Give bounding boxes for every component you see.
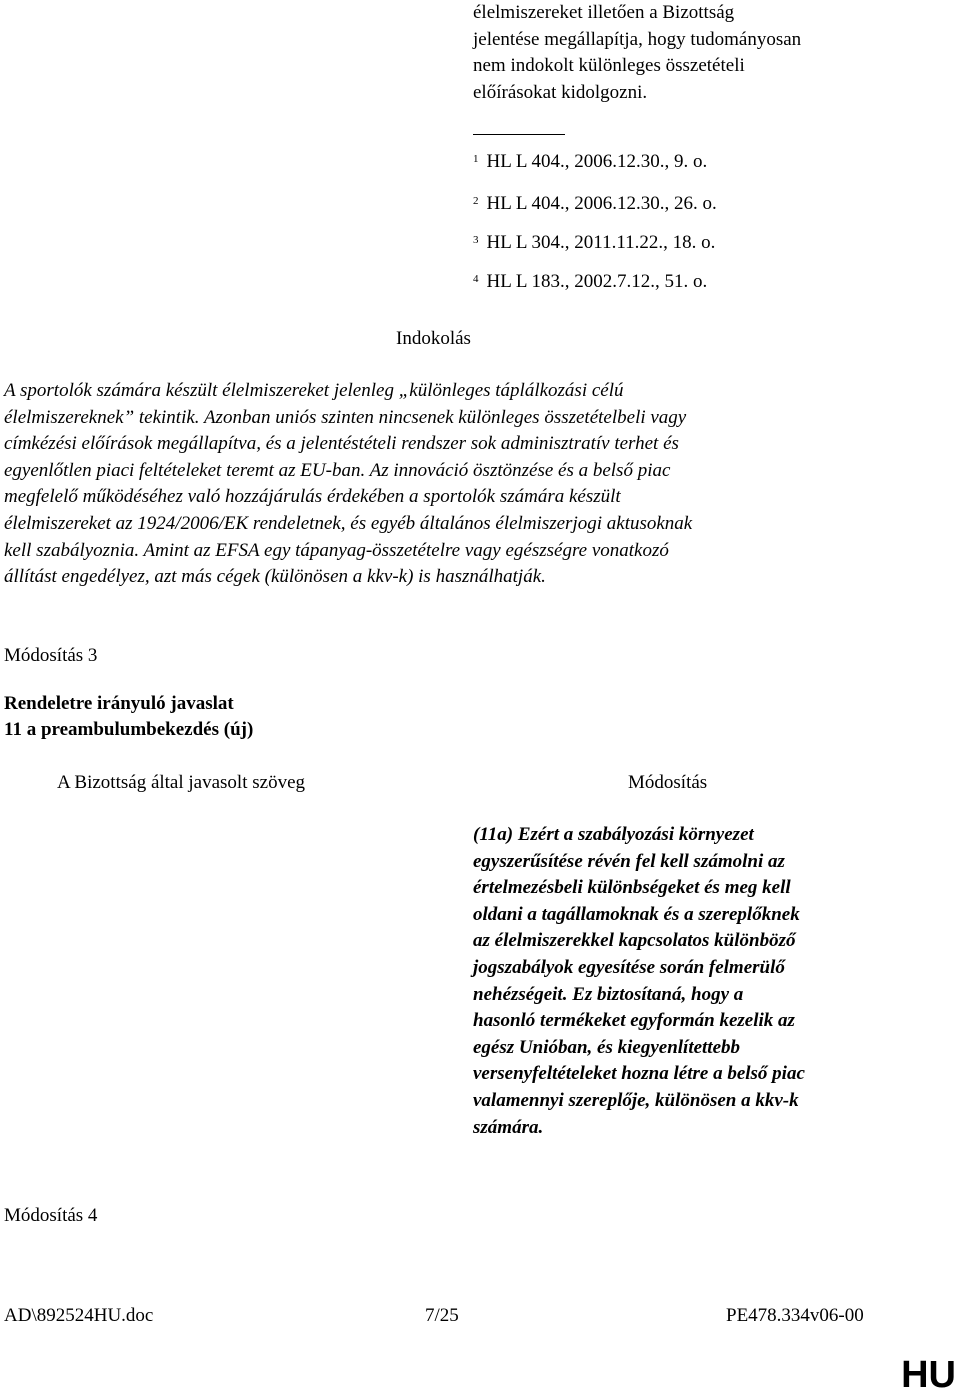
footnote-text: HL L 404., 2006.12.30., 9. o. (486, 151, 708, 172)
amendment-line: nehézségeit. Ez biztosítaná, hogy a (473, 983, 744, 1005)
justification-line: élelmiszereknek” tekintik. Azonban uniós szinten nincsenek különleges összetételbeli vagy (4, 406, 687, 428)
justification-heading: Indokolás (396, 328, 471, 349)
footer-pe-ref: PE478.334v06-00 (726, 1305, 864, 1326)
amendment-line: egyszerűsítése révén fel kell számolni az (473, 850, 785, 872)
footnote-number: 2 (473, 195, 479, 207)
amendment-line: számára. (473, 1116, 544, 1138)
amendment-line: valamennyi szereplője, különösen a kkv-k (473, 1089, 799, 1111)
commission-text-column-heading: A Bizottság által javasolt szöveg (57, 772, 306, 793)
amendment-target: 11 a preambulumbekezdés (új) (4, 719, 254, 740)
justification-line: címkézési előírások megállapítva, és a jelentéstételi rendszer sok adminisztratív terhet és (4, 433, 679, 455)
justification-line: egyenlőtlen piaci feltételeket teremt az EU-ban. Az innováció ösztönzése és a belső piac (4, 459, 671, 481)
continued-paragraph (473, 0, 893, 106)
proposal-type: Rendeletre irányuló javaslat (4, 693, 234, 714)
amendment-line: jogszabályok egyesítése során felmerülő (473, 956, 785, 978)
footnote (473, 270, 707, 294)
footnote (473, 150, 707, 174)
footnote-number: 3 (473, 234, 479, 246)
amendment-line: értelmezésbeli különbségeket és meg kell (473, 877, 791, 899)
footnote-number: 4 (473, 273, 479, 285)
footnote-text: HL L 183., 2002.7.12., 51. o. (486, 271, 708, 292)
paragraph-line: nem indokolt különleges összetételi (473, 55, 745, 76)
justification-line: élelmiszereket az 1924/2006/EK rendeletnek, és egyéb általános élelmiszerjogi aktusoknak (4, 512, 693, 534)
footnote-number: 1 (473, 153, 479, 165)
footnote-separator (473, 134, 565, 135)
amendment-4-title: Módosítás 4 (4, 1205, 98, 1226)
amendment-3-title: Módosítás 3 (4, 645, 98, 666)
amendment-line: egész Unióban, és kiegyenlítettebb (473, 1036, 741, 1058)
footer-page-number: 7/25 (425, 1305, 459, 1326)
justification-line: állítást engedélyez, azt más cégek (különösen a kkv-k) is használhatják. (4, 566, 546, 588)
footnote (473, 231, 715, 255)
footnote-text: HL L 404., 2006.12.30., 26. o. (486, 193, 717, 214)
amendment-text (473, 822, 883, 1141)
amendment-line: az élelmiszerekkel kapcsolatos különböző (473, 930, 796, 952)
paragraph-line: előírásokat kidolgozni. (473, 81, 648, 103)
footer-doc-ref: AD\892524HU.doc (4, 1305, 154, 1326)
footnote (473, 192, 717, 216)
paragraph-line: élelmiszereket illetően a Bizottság (473, 2, 735, 23)
language-mark: HU (901, 1354, 956, 1396)
amendment-column-heading: Módosítás (628, 772, 708, 793)
amendment-line: versenyfeltételeket hozna létre a belső piac (473, 1063, 805, 1085)
justification-line: megfelelő működéséhez való hozzájárulás érdekében a sportolók számára készült (4, 486, 621, 508)
amendment-line: oldani a tagállamoknak és a szereplőknek (473, 903, 800, 925)
amendment-line: (11a) Ezért a szabályozási környezet (473, 824, 754, 845)
justification-text (4, 378, 882, 591)
paragraph-line: jelentése megállapítja, hogy tudományosan (473, 28, 802, 50)
justification-line: A sportolók számára készült élelmiszereket jelenleg „különleges táplálkozási célú (4, 380, 624, 401)
justification-line: kell szabályoznia. Amint az EFSA egy tápanyag-összetételre vagy egészségre vonatkozó (4, 539, 669, 561)
footnote-text: HL L 304., 2011.11.22., 18. o. (486, 232, 716, 253)
amendment-line: hasonló termékeket egyformán kezelik az (473, 1010, 795, 1032)
